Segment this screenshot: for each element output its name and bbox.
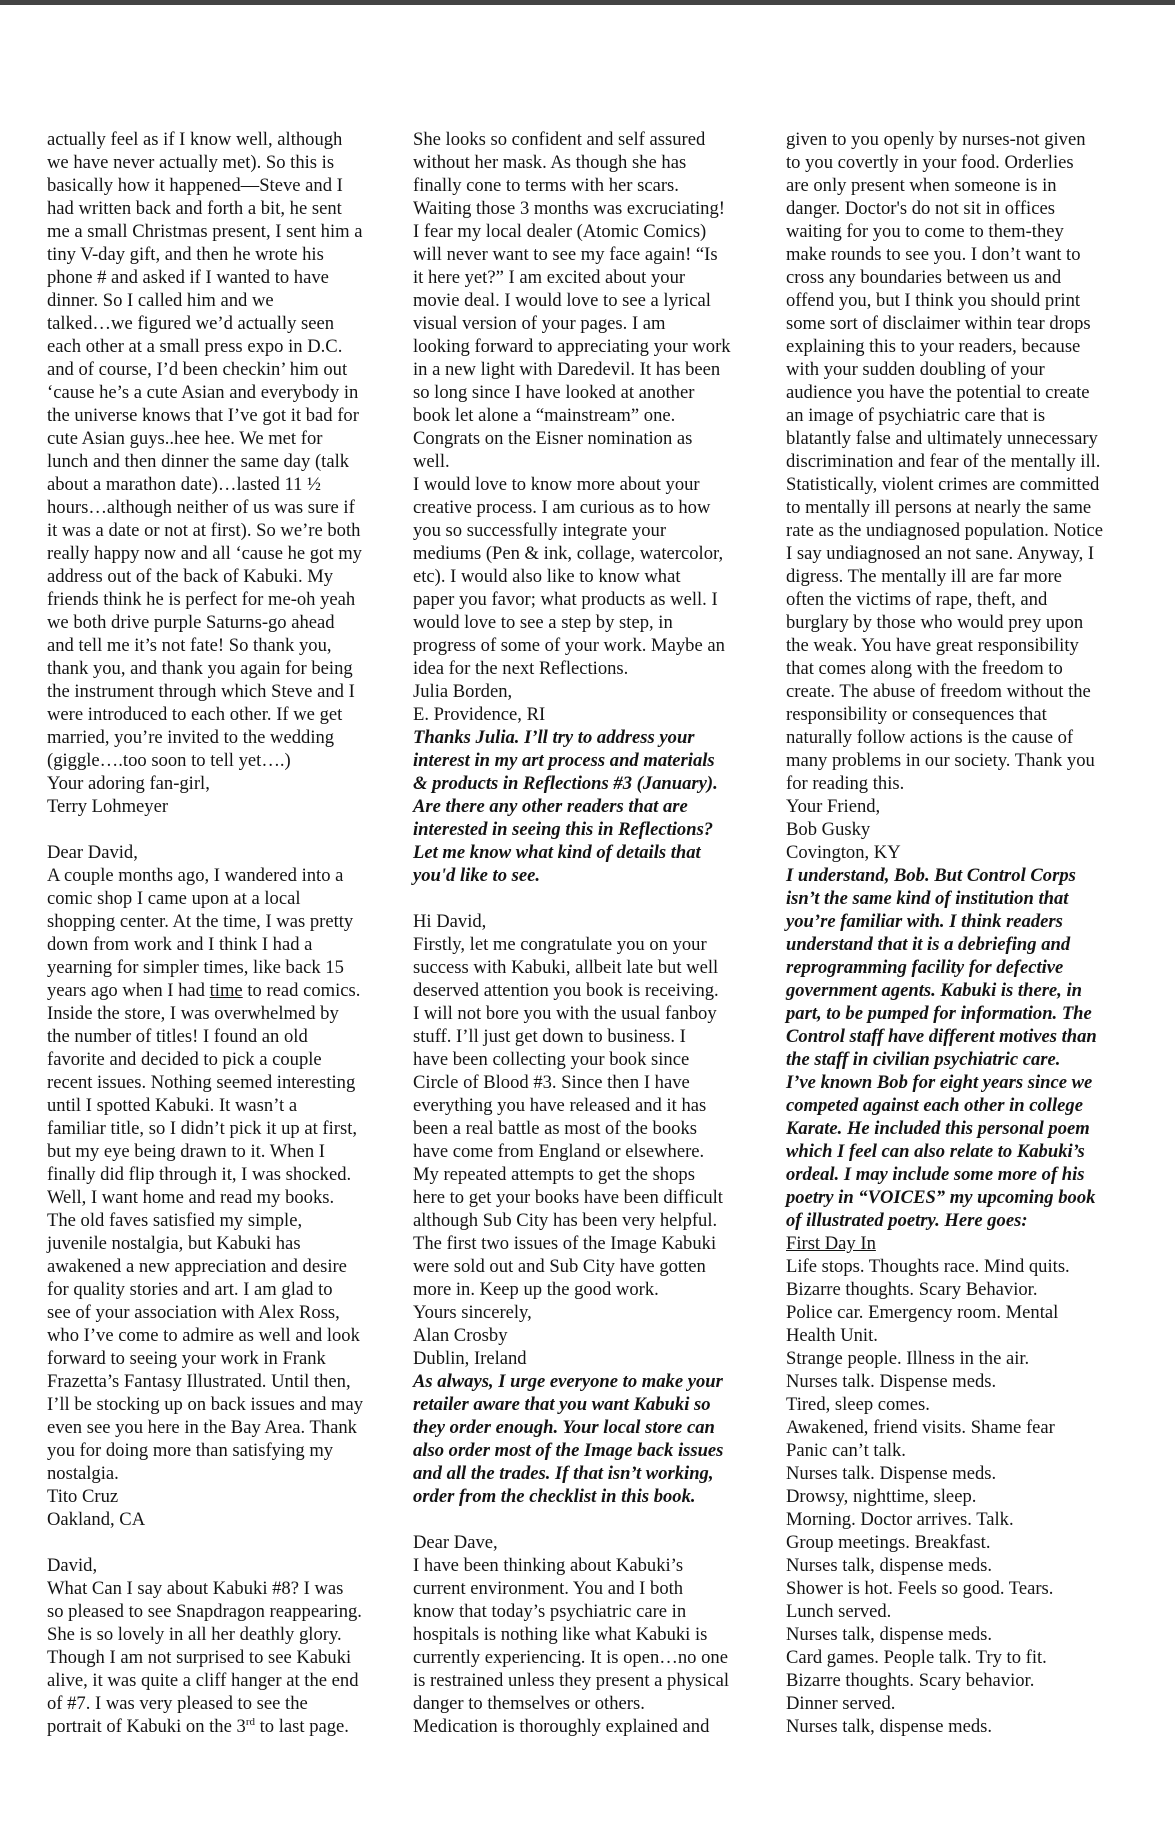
text-line: portrait of Kabuki on the 3rd to last page. bbox=[47, 1715, 349, 1737]
text-line: were sold out and Sub City have gotten bbox=[413, 1256, 706, 1277]
text-line: Strange people. Illness in the air. bbox=[786, 1348, 1030, 1369]
text-line: dinner. So I called him and we bbox=[47, 290, 274, 311]
text-line: (giggle….too soon to tell yet….) bbox=[47, 750, 291, 771]
text-line: also order most of the Image back issues bbox=[413, 1440, 724, 1461]
editor-reply bbox=[413, 726, 779, 887]
text-line: cross any boundaries between us and bbox=[786, 267, 1062, 288]
text-line: digress. The mentally ill are far more bbox=[786, 566, 1062, 587]
text-line: each other at a small press expo in D.C. bbox=[47, 336, 343, 357]
text-line: ordeal. I may include some more of his bbox=[786, 1164, 1085, 1185]
text-line: forward to seeing your work in Frank bbox=[47, 1348, 326, 1369]
text-line: the number of titles! I found an old bbox=[47, 1026, 308, 1047]
text-line: juvenile nostalgia, but Kabuki has bbox=[47, 1233, 301, 1254]
text-line: Dublin, Ireland bbox=[413, 1348, 527, 1369]
text-line: often the victims of rape, theft, and bbox=[786, 589, 1048, 610]
text-line: audience you have the potential to create bbox=[786, 382, 1090, 403]
text-line: of illustrated poetry. Here goes: bbox=[786, 1210, 1028, 1231]
text-line: it here yet?” I am excited about your bbox=[413, 267, 686, 288]
text-line: to you covertly in your food. Orderlies bbox=[786, 152, 1074, 173]
text-line: it was a date or not at first). So we’re both bbox=[47, 520, 361, 541]
text-line: which I feel can also relate to Kabuki’s bbox=[786, 1141, 1085, 1162]
text-line: Inside the store, I was overwhelmed by bbox=[47, 1003, 339, 1024]
text-line: naturally follow actions is the cause of bbox=[786, 727, 1074, 748]
text-line: The first two issues of the Image Kabuki bbox=[413, 1233, 717, 1254]
text-line: until I spotted Kabuki. It wasn’t a bbox=[47, 1095, 298, 1116]
text-line: so pleased to see Snapdragon reappearing. bbox=[47, 1601, 362, 1622]
text-line: we have never actually met). So this is bbox=[47, 152, 335, 173]
text-line: the weak. You have great responsibility bbox=[786, 635, 1079, 656]
text-line: Thanks Julia. I’ll try to address your bbox=[413, 727, 695, 748]
text-line: Police car. Emergency room. Mental bbox=[786, 1302, 1059, 1323]
text-line: will never want to see my face again! “Is bbox=[413, 244, 718, 265]
text-line: David, bbox=[47, 1555, 98, 1576]
text-line: actually feel as if I know well, although bbox=[47, 129, 343, 150]
text-line: I have been thinking about Kabuki’s bbox=[413, 1555, 684, 1576]
text-line: Tito Cruz bbox=[47, 1486, 119, 1507]
text-line: Nurses talk, dispense meds. bbox=[786, 1624, 993, 1645]
text-line: movie deal. I would love to see a lyrical bbox=[413, 290, 711, 311]
text-line: Nurses talk. Dispense meds. bbox=[786, 1371, 997, 1392]
editor-reply bbox=[786, 864, 1152, 1232]
column-middle bbox=[413, 128, 779, 1738]
text-line: shopping center. At the time, I was pretty bbox=[47, 911, 354, 932]
text-line: She looks so confident and self assured bbox=[413, 129, 706, 150]
paragraph-gap bbox=[413, 1508, 779, 1531]
text-line: friends think he is perfect for me-oh yeah bbox=[47, 589, 356, 610]
text-line: Nurses talk, dispense meds. bbox=[786, 1555, 993, 1576]
text-line: Health Unit. bbox=[786, 1325, 878, 1346]
text-line: book let alone a “mainstream” one. bbox=[413, 405, 676, 426]
poem-title bbox=[786, 1232, 1152, 1255]
text-line: Hi David, bbox=[413, 911, 487, 932]
letter-text bbox=[786, 1255, 1152, 1738]
text-line: Covington, KY bbox=[786, 842, 901, 863]
text-line: The old faves satisfied my simple, bbox=[47, 1210, 303, 1231]
text-line: My repeated attempts to get the shops bbox=[413, 1164, 695, 1185]
text-line: yearning for simpler times, like back 15 bbox=[47, 957, 344, 978]
text-line: responsibility or consequences that bbox=[786, 704, 1047, 725]
text-line: Bob Gusky bbox=[786, 819, 871, 840]
text-line: Firstly, let me congratulate you on your bbox=[413, 934, 707, 955]
text-line: I’ll be stocking up on back issues and may bbox=[47, 1394, 364, 1415]
letter-text bbox=[786, 128, 1152, 864]
text-line: Are there any other readers that are bbox=[413, 796, 688, 817]
text-line: Medication is thoroughly explained and bbox=[413, 1716, 710, 1737]
column-right bbox=[786, 128, 1152, 1738]
text-line: Yours sincerely, bbox=[413, 1302, 532, 1323]
text-line: creative process. I am curious as to how bbox=[413, 497, 711, 518]
text-line: lunch and then dinner the same day (talk bbox=[47, 451, 350, 472]
text-line: Morning. Doctor arrives. Talk. bbox=[786, 1509, 1014, 1530]
text-line: Circle of Blood #3. Since then I have bbox=[413, 1072, 690, 1093]
top-border-line bbox=[0, 0, 1175, 5]
text-line: phone # and asked if I wanted to have bbox=[47, 267, 329, 288]
text-line: Frazetta’s Fantasy Illustrated. Until then, bbox=[47, 1371, 351, 1392]
text-line: Card games. People talk. Try to fit. bbox=[786, 1647, 1047, 1668]
text-line: waiting for you to come to them-they bbox=[786, 221, 1064, 242]
text-line: stuff. I’ll just get down to business. I bbox=[413, 1026, 686, 1047]
text-line: some sort of disclaimer within tear drops bbox=[786, 313, 1091, 334]
text-line: idea for the next Reflections. bbox=[413, 658, 629, 679]
text-line: in a new light with Daredevil. It has been bbox=[413, 359, 721, 380]
text-line: given to you openly by nurses-not given bbox=[786, 129, 1086, 150]
text-line: poetry in “VOICES” my upcoming book bbox=[786, 1187, 1096, 1208]
editor-reply bbox=[413, 1370, 779, 1508]
text-line: finally did flip through it, I was shocked. bbox=[47, 1164, 352, 1185]
text-line: comic shop I came upon at a local bbox=[47, 888, 301, 909]
column-left bbox=[47, 128, 413, 1738]
text-line: Lunch served. bbox=[786, 1601, 892, 1622]
text-line: tiny V-day gift, and then he wrote his bbox=[47, 244, 324, 265]
text-line: Congrats on the Eisner nomination as bbox=[413, 428, 693, 449]
text-line: were introduced to each other. If we get bbox=[47, 704, 343, 725]
text-line: I will not bore you with the usual fanboy bbox=[413, 1003, 717, 1024]
text-line: Tired, sleep comes. bbox=[786, 1394, 930, 1415]
text-line: been a real battle as most of the books bbox=[413, 1118, 697, 1139]
text-line: although Sub City has been very helpful. bbox=[413, 1210, 718, 1231]
text-line: order from the checklist in this book. bbox=[413, 1486, 696, 1507]
text-line: I would love to know more about your bbox=[413, 474, 700, 495]
text-line: here to get your books have been difficult bbox=[413, 1187, 723, 1208]
text-line: finally cone to terms with her scars. bbox=[413, 175, 679, 196]
text-line: many problems in our society. Thank you bbox=[786, 750, 1095, 771]
text-line: know that today’s psychiatric care in bbox=[413, 1601, 687, 1622]
letter-text bbox=[413, 128, 779, 726]
text-line: Your adoring fan-girl, bbox=[47, 773, 210, 794]
text-line: hospitals is nothing like what Kabuki is bbox=[413, 1624, 708, 1645]
text-line: about a marathon date)…lasted 11 ½ bbox=[47, 474, 321, 495]
text-line: down from work and I think I had a bbox=[47, 934, 313, 955]
text-line: Panic can’t talk. bbox=[786, 1440, 906, 1461]
text-line: progress of some of your work. Maybe an bbox=[413, 635, 725, 656]
text-line: years ago when I had time to read comics. bbox=[47, 980, 361, 1001]
text-line: Life stops. Thoughts race. Mind quits. bbox=[786, 1256, 1070, 1277]
text-line: but my eye being drawn to it. When I bbox=[47, 1141, 325, 1162]
text-line: competed against each other in college bbox=[786, 1095, 1083, 1116]
letter-text bbox=[47, 1554, 413, 1738]
text-line: familiar title, so I didn’t pick it up at first, bbox=[47, 1118, 358, 1139]
text-line: rate as the undiagnosed population. Notice bbox=[786, 520, 1104, 541]
text-line: burglary by those who would prey upon bbox=[786, 612, 1084, 633]
text-line: everything you have released and it has bbox=[413, 1095, 707, 1116]
text-line: Waiting those 3 months was excruciating! bbox=[413, 198, 725, 219]
text-line: Awakened, friend visits. Shame fear bbox=[786, 1417, 1055, 1438]
text-line: hours…although neither of us was sure if bbox=[47, 497, 355, 518]
text-line: to mentally ill persons at nearly the same bbox=[786, 497, 1092, 518]
text-line: make rounds to see you. I don’t want to bbox=[786, 244, 1081, 265]
text-line: I say undiagnosed an not sane. Anyway, I bbox=[786, 543, 1095, 564]
text-line: ‘cause he’s a cute Asian and everybody in bbox=[47, 382, 359, 403]
letter-text bbox=[413, 1531, 779, 1738]
text-line: interest in my art process and materials bbox=[413, 750, 715, 771]
text-line: Julia Borden, bbox=[413, 681, 513, 702]
text-line: Dinner served. bbox=[786, 1693, 896, 1714]
text-line: visual version of your pages. I am bbox=[413, 313, 666, 334]
text-line: alive, it was quite a cliff hanger at the end bbox=[47, 1670, 359, 1691]
text-line: blatantly false and ultimately unnecessary bbox=[786, 428, 1098, 449]
text-line: that comes along with the freedom to bbox=[786, 658, 1063, 679]
text-line: would love to see a step by step, in bbox=[413, 612, 673, 633]
text-line: have come from England or elsewhere. bbox=[413, 1141, 705, 1162]
text-line: A couple months ago, I wandered into a bbox=[47, 865, 344, 886]
text-line: Bizarre thoughts. Scary Behavior. bbox=[786, 1279, 1038, 1300]
text-line: etc). I would also like to know what bbox=[413, 566, 681, 587]
text-line: and tell me it’s not fate! So thank you, bbox=[47, 635, 332, 656]
text-line: is restrained unless they present a physical bbox=[413, 1670, 730, 1691]
text-line: the staff in civilian psychiatric care. bbox=[786, 1049, 1061, 1070]
text-line: Terry Lohmeyer bbox=[47, 796, 169, 817]
text-line: cute Asian guys..hee hee. We met for bbox=[47, 428, 323, 449]
text-line: Well, I want home and read my books. bbox=[47, 1187, 335, 1208]
text-line: understand that it is a debriefing and bbox=[786, 934, 1071, 955]
text-line: Though I am not surprised to see Kabuki bbox=[47, 1647, 352, 1668]
text-line: Control staff have different motives than bbox=[786, 1026, 1097, 1047]
text-line: me a small Christmas present, I sent him a bbox=[47, 221, 363, 242]
text-line: interested in seeing this in Reflections? bbox=[413, 819, 714, 840]
text-line: Nurses talk, dispense meds. bbox=[786, 1716, 993, 1737]
text-line: mediums (Pen & ink, collage, watercolor, bbox=[413, 543, 724, 564]
text-line: really happy now and all ‘cause he got my bbox=[47, 543, 362, 564]
text-line: well. bbox=[413, 451, 450, 472]
text-line: & products in Reflections #3 (January). bbox=[413, 773, 718, 794]
text-line: First Day In bbox=[786, 1233, 876, 1254]
text-line: Karate. He included this personal poem bbox=[786, 1118, 1090, 1139]
text-line: basically how it happened—Steve and I bbox=[47, 175, 343, 196]
text-line: recent issues. Nothing seemed interesting bbox=[47, 1072, 356, 1093]
text-line: thank you, and thank you again for being bbox=[47, 658, 353, 679]
text-line: explaining this to your readers, because bbox=[786, 336, 1081, 357]
text-line: Let me know what kind of details that bbox=[413, 842, 701, 863]
text-line: Your Friend, bbox=[786, 796, 881, 817]
text-line: the instrument through which Steve and I bbox=[47, 681, 355, 702]
paragraph-gap bbox=[47, 818, 413, 841]
text-line: danger. Doctor's do not sit in offices bbox=[786, 198, 1055, 219]
text-line: paper you favor; what products as well. I bbox=[413, 589, 718, 610]
text-line: had written back and forth a bit, he sent bbox=[47, 198, 342, 219]
text-line: success with Kabuki, allbeit late but well bbox=[413, 957, 719, 978]
text-line: part, to be pumped for information. The bbox=[786, 1003, 1092, 1024]
text-line: government agents. Kabuki is there, in bbox=[786, 980, 1082, 1001]
text-line: Nurses talk. Dispense meds. bbox=[786, 1463, 997, 1484]
text-line: offend you, but I think you should print bbox=[786, 290, 1081, 311]
text-line: are only present when someone is in bbox=[786, 175, 1057, 196]
text-line: Drowsy, nighttime, sleep. bbox=[786, 1486, 977, 1507]
text-line: for reading this. bbox=[786, 773, 905, 794]
text-line: Shower is hot. Feels so good. Tears. bbox=[786, 1578, 1054, 1599]
text-line: you for doing more than satisfying my bbox=[47, 1440, 334, 1461]
text-line: current environment. You and I both bbox=[413, 1578, 684, 1599]
text-line: deserved attention you book is receiving. bbox=[413, 980, 719, 1001]
text-line: more in. Keep up the good work. bbox=[413, 1279, 659, 1300]
text-line: currently experiencing. It is open…no one bbox=[413, 1647, 728, 1668]
text-line: married, you’re invited to the wedding bbox=[47, 727, 335, 748]
letter-text bbox=[413, 910, 779, 1370]
text-line: retailer aware that you want Kabuki so bbox=[413, 1394, 711, 1415]
text-line: of #7. I was very pleased to see the bbox=[47, 1693, 308, 1714]
text-line: I understand, Bob. But Control Corps bbox=[786, 865, 1076, 886]
paragraph-gap bbox=[413, 887, 779, 910]
text-line: Statistically, violent crimes are committed bbox=[786, 474, 1100, 495]
text-line: As always, I urge everyone to make your bbox=[413, 1371, 723, 1392]
text-line: I’ve known Bob for eight years since we bbox=[786, 1072, 1093, 1093]
text-line: you’re familiar with. I think readers bbox=[786, 911, 1063, 932]
text-line: address out of the back of Kabuki. My bbox=[47, 566, 334, 587]
text-line: nostalgia. bbox=[47, 1463, 119, 1484]
text-line: an image of psychiatric care that is bbox=[786, 405, 1046, 426]
text-line: you so successfully integrate your bbox=[413, 520, 667, 541]
text-line: they order enough. Your local store can bbox=[413, 1417, 715, 1438]
paragraph-gap bbox=[47, 1531, 413, 1554]
text-line: so long since I have looked at another bbox=[413, 382, 695, 403]
text-line: and all the trades. If that isn’t working, bbox=[413, 1463, 714, 1484]
text-line: E. Providence, RI bbox=[413, 704, 546, 725]
text-line: the universe knows that I’ve got it bad for bbox=[47, 405, 359, 426]
text-line: with your sudden doubling of your bbox=[786, 359, 1045, 380]
text-line: favorite and decided to pick a couple bbox=[47, 1049, 322, 1070]
text-line: for quality stories and art. I am glad to bbox=[47, 1279, 333, 1300]
text-line: Alan Crosby bbox=[413, 1325, 508, 1346]
text-line: see of your association with Alex Ross, bbox=[47, 1302, 340, 1323]
text-line: reprogramming facility for defective bbox=[786, 957, 1064, 978]
text-line: without her mask. As though she has bbox=[413, 152, 687, 173]
text-line: we both drive purple Saturns-go ahead bbox=[47, 612, 335, 633]
text-line: Oakland, CA bbox=[47, 1509, 146, 1530]
text-line: Group meetings. Breakfast. bbox=[786, 1532, 991, 1553]
text-line: Dear Dave, bbox=[413, 1532, 498, 1553]
text-line: What Can I say about Kabuki #8? I was bbox=[47, 1578, 344, 1599]
letter-text bbox=[47, 128, 413, 818]
text-line: even see you here in the Bay Area. Thank bbox=[47, 1417, 357, 1438]
text-line: create. The abuse of freedom without the bbox=[786, 681, 1091, 702]
text-line: you'd like to see. bbox=[413, 865, 541, 886]
text-line: discrimination and fear of the mentally ill. bbox=[786, 451, 1101, 472]
text-line: looking forward to appreciating your work bbox=[413, 336, 731, 357]
text-line: Dear David, bbox=[47, 842, 138, 863]
text-line: and of course, I’d been checkin’ him out bbox=[47, 359, 348, 380]
text-line: isn’t the same kind of institution that bbox=[786, 888, 1069, 909]
text-line: I fear my local dealer (Atomic Comics) bbox=[413, 221, 707, 242]
text-line: talked…we figured we’d actually seen bbox=[47, 313, 335, 334]
text-line: have been collecting your book since bbox=[413, 1049, 690, 1070]
letter-text bbox=[47, 841, 413, 1531]
text-line: awakened a new appreciation and desire bbox=[47, 1256, 347, 1277]
text-line: She is so lovely in all her deathly glory. bbox=[47, 1624, 342, 1645]
text-line: who I’ve come to admire as well and look bbox=[47, 1325, 360, 1346]
text-line: danger to themselves or others. bbox=[413, 1693, 645, 1714]
text-line: Bizarre thoughts. Scary behavior. bbox=[786, 1670, 1035, 1691]
